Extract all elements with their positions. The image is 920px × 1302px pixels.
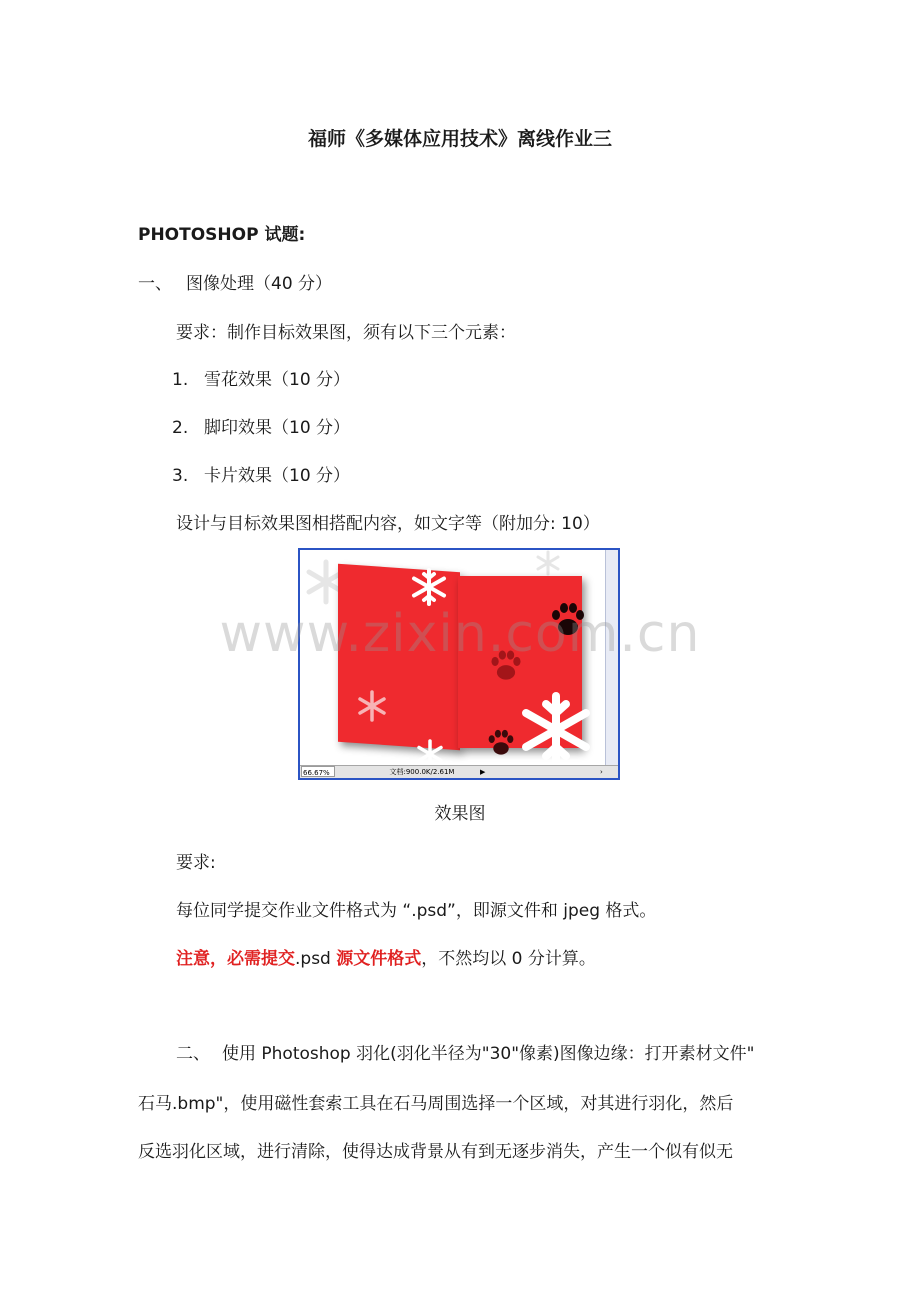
item-text: 雪花效果（10 分） (204, 370, 351, 390)
note-emphasis: 源文件格式 (336, 949, 422, 969)
q2-number: 二、 (176, 1044, 210, 1064)
zoom-level[interactable]: 66.67% (301, 766, 335, 777)
status-bar (300, 765, 618, 778)
requirements-line: 每位同学提交作业文件格式为 “.psd”，即源文件和 jpeg 格式。 (176, 901, 657, 921)
effect-figure (298, 548, 620, 780)
item-text: 卡片效果（10 分） (204, 466, 351, 486)
item-number: 1. (172, 370, 189, 390)
figure-caption: 效果图 (434, 804, 486, 824)
bonus-text: 设计与目标效果图相搭配内容，如文字等（附加分: 10） (176, 514, 600, 534)
snowflake-icon (510, 690, 602, 768)
snowflake-icon (532, 550, 564, 576)
q1-number: 一、 (138, 274, 172, 294)
play-arrow-icon[interactable]: ▶ (480, 768, 486, 776)
watermark: www.zixin.com.cn (219, 604, 701, 664)
q2-line: 反选羽化区域，进行清除，使得达成背景从有到无逐步消失，产生一个似有似无 (138, 1142, 733, 1162)
snowflake-icon (414, 738, 446, 768)
page-title: 福师《多媒体应用技术》离线作业三 (307, 128, 612, 150)
section-heading: PHOTOSHOP 试题: (138, 225, 306, 245)
note-line (176, 948, 596, 970)
requirements-heading: 要求: (176, 853, 216, 873)
document-size: 文档:900.0K/2.61M (389, 768, 455, 776)
note-emphasis: 注意，必需提交 (176, 949, 295, 969)
q1-requirement: 要求：制作目标效果图，须有以下三个元素： (176, 323, 516, 343)
q1-label: 图像处理（40 分） (186, 274, 333, 294)
paw-print-icon (484, 726, 518, 760)
scroll-right-arrow-icon[interactable]: › (600, 768, 603, 776)
snowflake-icon (408, 566, 450, 608)
item-number: 2. (172, 418, 189, 438)
note-text: .psd (295, 949, 337, 969)
item-number: 3. (172, 466, 189, 486)
q2-line: 使用 Photoshop 羽化(羽化半径为"30"像素)图像边缘：打开素材文件" (222, 1044, 755, 1064)
q2-line: 石马.bmp"，使用磁性套索工具在石马周围选择一个区域，对其进行羽化，然后 (138, 1094, 734, 1114)
snowflake-icon (354, 688, 390, 724)
item-text: 脚印效果（10 分） (204, 418, 351, 438)
note-text: ，不然均以 0 分计算。 (421, 949, 596, 969)
